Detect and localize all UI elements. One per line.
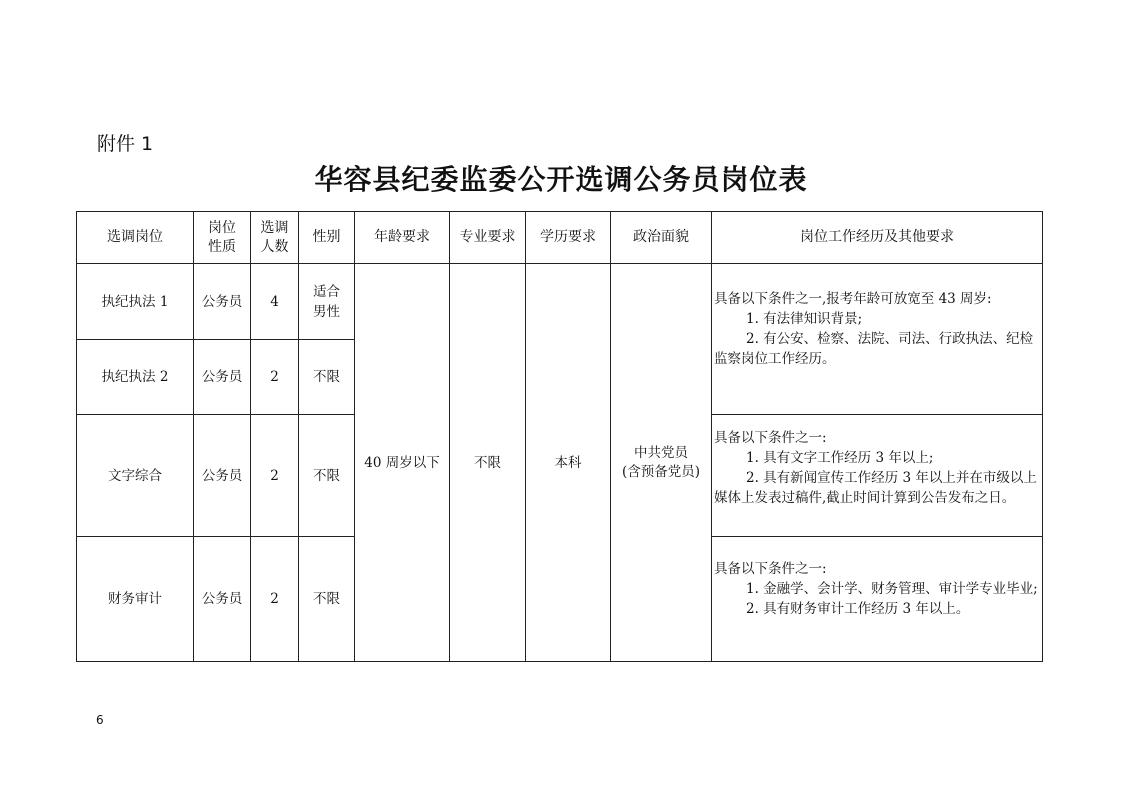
cell-count: 4 — [251, 264, 299, 340]
header-count-line1: 选调 — [260, 219, 289, 236]
header-nature-line1: 岗位 — [208, 219, 236, 236]
page-number: 6 — [96, 713, 104, 727]
cell-nature: 公务员 — [194, 415, 251, 537]
req-item: 2. 有公安、检察、法院、司法、行政执法、纪检监察岗位工作经历。 — [714, 331, 1034, 367]
header-count — [251, 212, 299, 264]
req-item: 2. 具有新闻宣传工作经历 3 年以上并在市级以上媒体上发表过稿件,截止时间计算到公告发布之日。 — [714, 470, 1037, 506]
cell-requirements-enforcement — [712, 264, 1043, 415]
cell-position: 文字综合 — [77, 415, 194, 537]
cell-age-shared: 40 周岁以下 — [355, 264, 450, 662]
cell-nature: 公务员 — [194, 340, 251, 415]
header-row — [77, 212, 1043, 264]
cell-gender-line2: 男性 — [313, 303, 340, 320]
cell-gender: 不限 — [299, 415, 355, 537]
header-political: 政治面貌 — [611, 212, 712, 264]
req-intro: 具备以下条件之一,报考年龄可放宽至 43 周岁: — [714, 291, 992, 307]
cell-nature: 公务员 — [194, 264, 251, 340]
cell-gender: 不限 — [299, 537, 355, 662]
req-item: 1. 金融学、会计学、财务管理、审计学专业毕业; — [746, 581, 1038, 597]
cell-requirements-audit — [712, 537, 1043, 662]
header-education: 学历要求 — [526, 212, 611, 264]
header-count-line2: 人数 — [260, 238, 289, 255]
header-major: 专业要求 — [450, 212, 526, 264]
positions-table — [76, 211, 1043, 662]
cell-count: 2 — [251, 340, 299, 415]
req-item: 1. 具有文字工作经历 3 年以上; — [746, 450, 934, 466]
attachment-label: 附件 1 — [97, 133, 154, 155]
table-row — [77, 264, 1043, 340]
cell-education-shared: 本科 — [526, 264, 611, 662]
cell-major-shared: 不限 — [450, 264, 526, 662]
req-intro: 具备以下条件之一: — [714, 430, 827, 446]
document-title: 华容县纪委监委公开选调公务员岗位表 — [314, 163, 808, 196]
cell-count: 2 — [251, 537, 299, 662]
cell-requirements-writing — [712, 415, 1043, 537]
political-line2: (含预备党员) — [621, 463, 701, 480]
header-position: 选调岗位 — [77, 212, 194, 264]
header-nature-line2: 性质 — [208, 238, 236, 255]
req-item: 1. 有法律知识背景; — [746, 311, 863, 327]
cell-gender: 不限 — [299, 340, 355, 415]
header-other: 岗位工作经历及其他要求 — [712, 212, 1043, 264]
cell-position: 财务审计 — [77, 537, 194, 662]
cell-count: 2 — [251, 415, 299, 537]
req-item: 2. 具有财务审计工作经历 3 年以上。 — [746, 601, 970, 617]
cell-gender-line1: 适合 — [313, 283, 340, 300]
req-intro: 具备以下条件之一: — [714, 561, 827, 577]
political-line1: 中共党员 — [634, 444, 688, 461]
header-age: 年龄要求 — [355, 212, 450, 264]
cell-position: 执纪执法 1 — [77, 264, 194, 340]
cell-position: 执纪执法 2 — [77, 340, 194, 415]
header-gender: 性别 — [299, 212, 355, 264]
cell-gender — [299, 264, 355, 340]
cell-political-shared — [611, 264, 712, 662]
cell-nature: 公务员 — [194, 537, 251, 662]
header-nature — [194, 212, 251, 264]
